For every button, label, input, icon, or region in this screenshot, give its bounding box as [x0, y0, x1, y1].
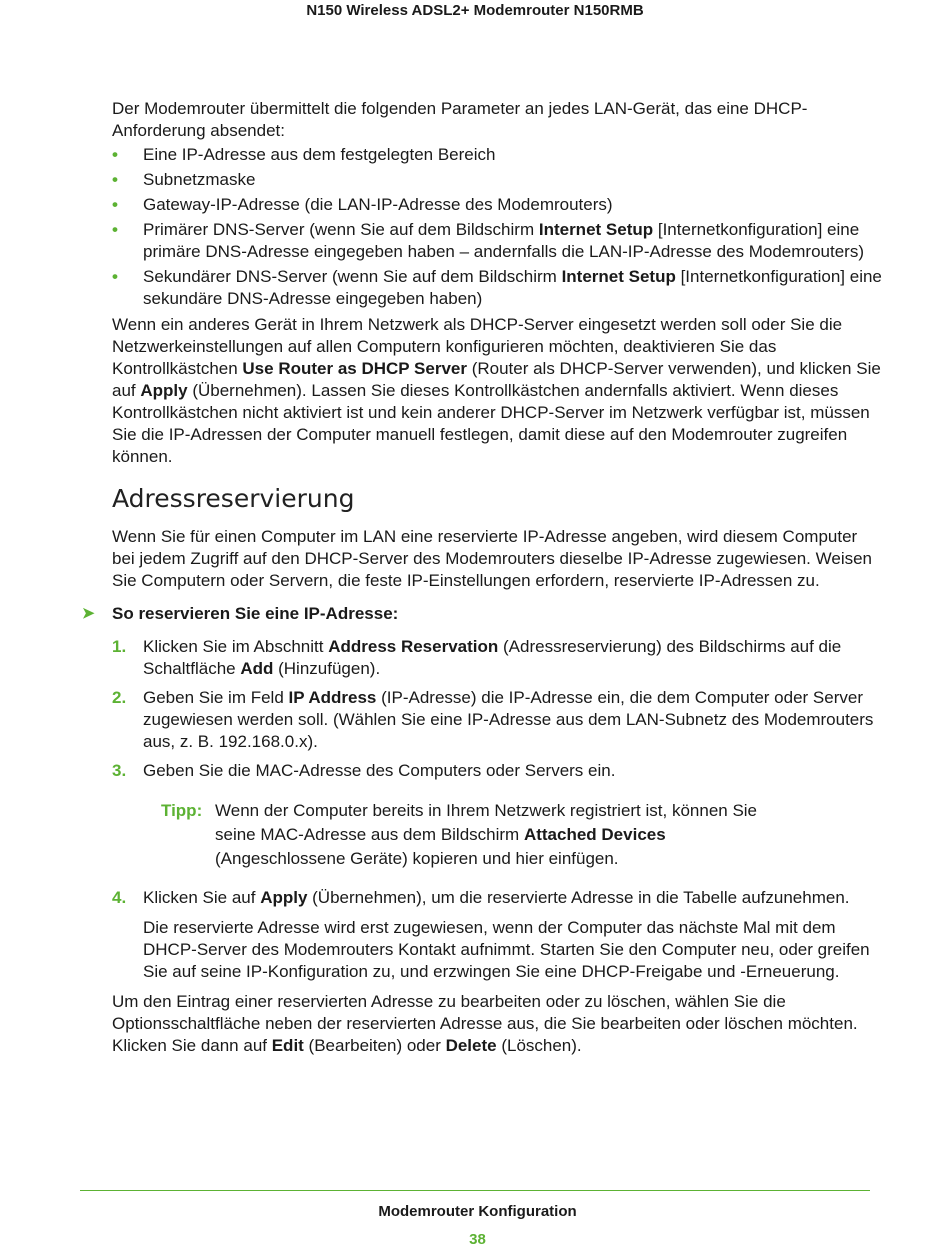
step-item: 4. Klicken Sie auf Apply (Übernehmen), um die reservierte Adresse in die Tabelle aufzunehmen. Die reservierte Adresse wird erst zugewiesen, wenn der Computer das nächste Mal mit dem DHCP-Server des Modemrouters Kontakt aufnimmt. Starten Sie den Computer neu, oder greifen Sie auf seine IP-Konfiguration zu, und erzwingen Sie eine DHCP-Freigabe und -Erneuerung. — [112, 887, 882, 983]
step-item: 3. Geben Sie die MAC-Adresse des Computers oder Servers ein. — [112, 761, 616, 780]
step-number: 1. — [112, 637, 127, 656]
intro-paragraph: Der Modemrouter übermittelt die folgenden Parameter an jedes LAN-Gerät, das eine DHCP-Anforderung absendet: — [112, 99, 808, 140]
ui-term: Attached Devices — [523, 825, 666, 844]
arrow-icon: ➤ — [82, 605, 95, 622]
ui-term: Use Router as DHCP Server — [242, 359, 467, 378]
dhcp-parameter-list — [112, 144, 882, 310]
tip-text: Wenn der Computer bereits in Ihrem Netzwerk registriert ist, können Sie seine MAC-Adresse aus dem Bildschirm Attached Devices (Angeschlossene Geräte) kopieren und hier einfügen. — [215, 801, 758, 868]
edit-delete-paragraph: Um den Eintrag einer reservierten Adresse zu bearbeiten oder zu löschen, wählen Sie die Optionsschaltfläche neben der reservierten Adresse aus, die Sie bearbeiten oder löschen möchten. Klicken Sie dann auf Edit (Bearbeiten) oder Delete (Löschen). — [112, 992, 858, 1055]
step-note: Die reservierte Adresse wird erst zugewiesen, wenn der Computer das nächste Mal mit dem DHCP-Server des Modemrouters Kontakt aufnimmt. Starten Sie den Computer neu, oder greifen Sie auf seine IP-Konfiguration zu, und erzwingen Sie eine DHCP-Freigabe und -Erneuerung. — [143, 918, 870, 981]
procedure-steps-continued — [112, 887, 882, 983]
tip-note — [161, 800, 882, 871]
list-item: • Primärer DNS-Server (wenn Sie auf dem Bildschirm Internet Setup [Internetkonfiguration] eine primäre DNS-Adresse eingegeben haben – andernfalls die LAN-IP-Adresse des Modemrouters) — [112, 220, 864, 261]
bullet-icon: • — [112, 267, 118, 286]
bullet-icon: • — [112, 220, 118, 239]
tip-label: Tipp: — [161, 801, 203, 820]
step-item: 1. Klicken Sie im Abschnitt Address Reservation (Adressreservierung) des Bildschirms auf die Schaltfläche Add (Hinzufügen). — [112, 637, 842, 678]
step-item: 2. Geben Sie im Feld IP Address (IP-Adresse) die IP-Adresse ein, die dem Computer oder Server zugewiesen werden soll. (Wählen Sie eine IP-Adresse aus dem LAN-Subnetz des Modemrouters aus, z. B. 192.168.0.x). — [112, 688, 874, 751]
ui-term: Apply — [140, 381, 188, 400]
page-header: N150 Wireless ADSL2+ Modemrouter N150RMB — [306, 2, 644, 19]
bullet-icon: • — [112, 170, 118, 189]
ui-term: Add — [240, 659, 274, 678]
procedure-heading: ➤ So reservieren Sie eine IP-Adresse: — [82, 604, 399, 623]
ui-term: IP Address — [288, 688, 377, 707]
document-body — [82, 98, 882, 1057]
footer-divider — [80, 1190, 870, 1191]
list-item: • Sekundärer DNS-Server (wenn Sie auf dem Bildschirm Internet Setup [Internetkonfiguration] eine sekundäre DNS-Adresse eingegeben haben) — [112, 267, 882, 308]
dhcp-server-paragraph: Wenn ein anderes Gerät in Ihrem Netzwerk als DHCP-Server eingesetzt werden soll oder Sie die Netzwerkeinstellungen auf allen Computern konfigurieren möchten, deaktivieren Sie das Kontrollkästchen Use Router as DHCP Server (Router als DHCP-Server verwenden), und klicken Sie auf Apply (Übernehmen). Lassen Sie dieses Kontrollkästchen andernfalls aktiviert. Wenn dieses Kontrollkästchen nicht aktiviert ist und kein anderer DHCP-Server im Netzwerk verfügbar ist, müssen Sie die IP-Adressen der Computer manuell festlegen, damit diese auf den Modemrouter zugreifen können. — [112, 315, 881, 466]
step-number: 3. — [112, 761, 127, 780]
bullet-icon: • — [112, 145, 118, 164]
footer-title: Modemrouter Konfiguration — [378, 1203, 577, 1220]
ui-term: Apply — [260, 888, 308, 907]
ui-term: Address Reservation — [328, 637, 499, 656]
section-title: Adressreservierung — [112, 484, 355, 513]
list-item: • Subnetzmaske — [112, 170, 256, 189]
ui-term: Edit — [271, 1036, 304, 1055]
step-number: 4. — [112, 888, 127, 907]
section-intro-paragraph: Wenn Sie für einen Computer im LAN eine reservierte IP-Adresse angeben, wird diesem Computer bei jedem Zugriff auf den DHCP-Server des Modemrouters dieselbe IP-Adresse zugewiesen. Weisen Sie Computern oder Servern, die feste IP-Einstellungen erfordern, reservierte IP-Adressen zu. — [112, 527, 873, 590]
ui-term: Delete — [445, 1036, 497, 1055]
ui-term: Internet Setup — [538, 220, 654, 239]
page-number: 38 — [469, 1231, 486, 1248]
ui-term: Internet Setup — [561, 267, 676, 286]
procedure-steps — [112, 636, 882, 782]
step-number: 2. — [112, 688, 127, 707]
list-item: • Gateway-IP-Adresse (die LAN-IP-Adresse des Modemrouters) — [112, 195, 613, 214]
list-item: • Eine IP-Adresse aus dem festgelegten Bereich — [112, 145, 496, 164]
bullet-icon: • — [112, 195, 118, 214]
